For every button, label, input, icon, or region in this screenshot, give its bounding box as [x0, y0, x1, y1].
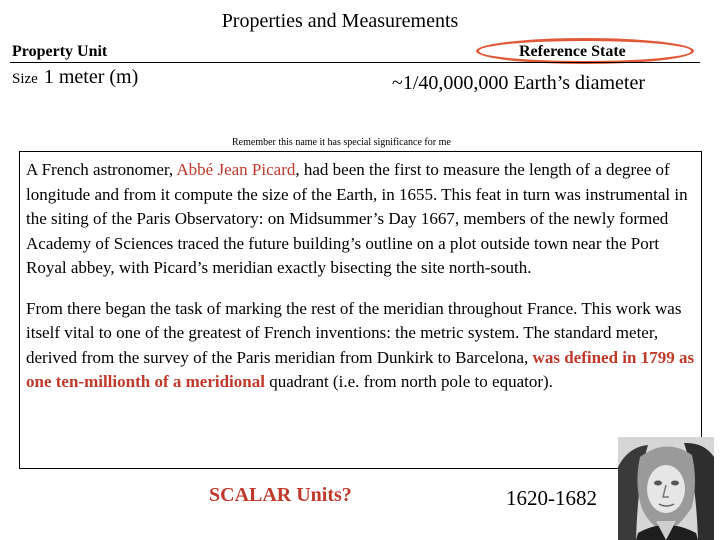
picard-portrait-image — [618, 437, 714, 540]
property-label: Size — [12, 71, 38, 87]
meter-definition-highlight: was defined in 1799 as one ten-millionth of a meridional — [26, 347, 695, 391]
paragraph-2 — [26, 297, 695, 395]
header-property-unit: Property Unit — [12, 43, 108, 60]
p1-text-end: , had been the first to measure the length of a degree of longitude and from it compute the size of the Earth, in 1655. This feat in turn was instrumental in the siting of the Paris Observatory: on Midsummer’s Day 1667, members of the newly formed Academy of Sciences traced the future building’s outline on a plot outside town near the Port Royal abbey, with Picard’s meridian exactly bisecting the site north-south. — [26, 160, 688, 277]
p1-text-start: A French astronomer, — [26, 160, 177, 179]
p2-text-start: From there began the task of marking the rest of the meridian throughout France. This work was itself vital to one of the greatest of French inventions: the metric system. The standard meter, derived from the survey of the Paris meridian from Dunkirk to Barcelona, — [26, 298, 682, 367]
size-row — [12, 66, 138, 89]
header-reference-state: Reference State — [519, 43, 626, 60]
lifespan-years: 1620-1682 — [506, 486, 597, 510]
picard-name: Abbé Jean Picard — [176, 160, 296, 179]
reference-value: ~1/40,000,000 Earth’s diameter — [392, 72, 645, 94]
history-text-box — [19, 151, 702, 469]
reference-state-highlight-oval — [476, 38, 694, 64]
p2-text-end: quadrant (i.e. from north pole to equator). — [264, 372, 553, 391]
scalar-units-question: SCALAR Units? — [209, 484, 352, 506]
unit-value: 1 meter (m) — [43, 66, 139, 88]
paragraph-1 — [26, 158, 695, 281]
slide-title: Properties and Measurements — [221, 10, 459, 32]
side-note: Remember this name it has special significance for me — [232, 137, 451, 148]
header-underline — [10, 62, 700, 63]
